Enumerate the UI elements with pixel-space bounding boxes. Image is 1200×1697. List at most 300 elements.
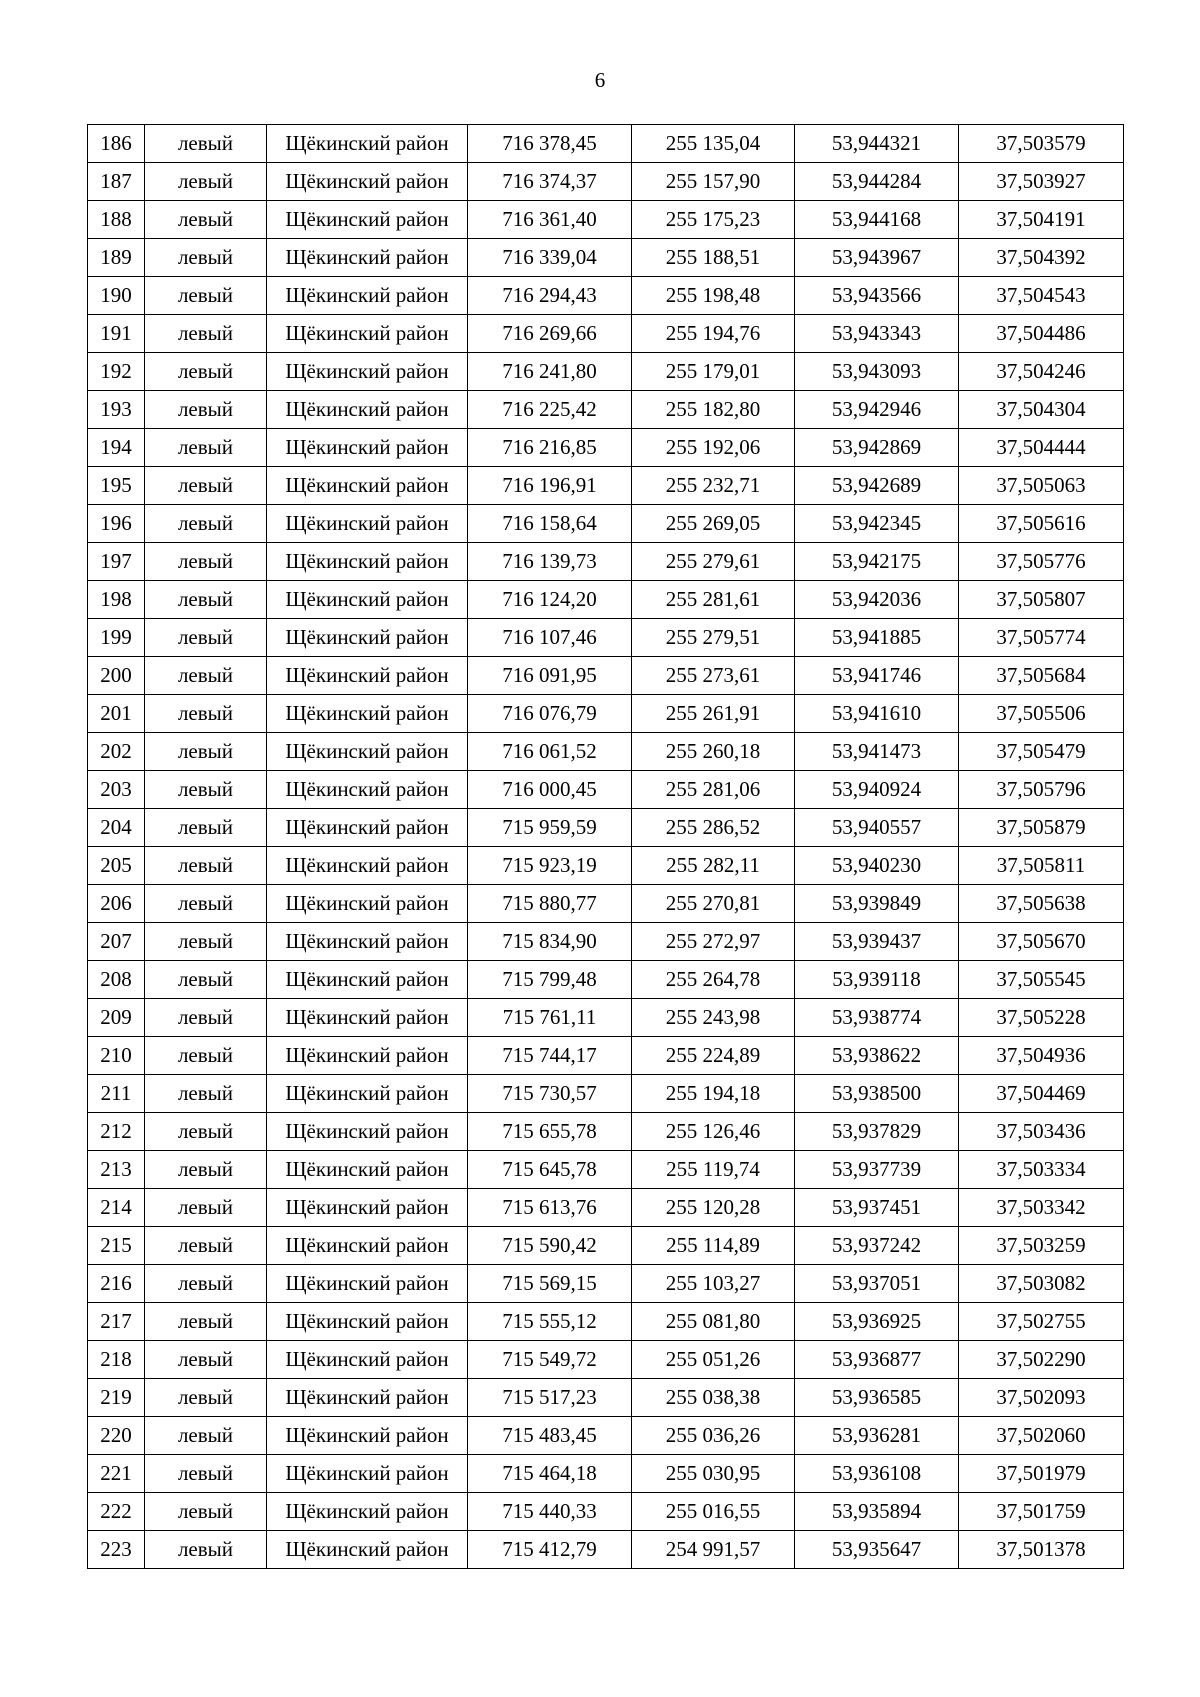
district-cell: Щёкинский район xyxy=(267,847,468,885)
latitude-cell: 53,942175 xyxy=(795,543,959,581)
latitude-cell: 53,940230 xyxy=(795,847,959,885)
longitude-cell: 37,504191 xyxy=(959,201,1124,239)
table-body xyxy=(88,125,1124,1569)
bank-side-cell: левый xyxy=(145,733,267,771)
longitude-cell: 37,505807 xyxy=(959,581,1124,619)
point-number-cell: 213 xyxy=(88,1151,145,1189)
table-row xyxy=(88,315,1124,353)
longitude-cell: 37,503342 xyxy=(959,1189,1124,1227)
longitude-cell: 37,503436 xyxy=(959,1113,1124,1151)
bank-side-cell: левый xyxy=(145,1455,267,1493)
longitude-cell: 37,501378 xyxy=(959,1531,1124,1569)
bank-side-cell: левый xyxy=(145,1265,267,1303)
district-cell: Щёкинский район xyxy=(267,657,468,695)
coord-x-cell: 716 339,04 xyxy=(468,239,632,277)
longitude-cell: 37,505879 xyxy=(959,809,1124,847)
coord-y-cell: 255 175,23 xyxy=(632,201,795,239)
latitude-cell: 53,939437 xyxy=(795,923,959,961)
district-cell: Щёкинский район xyxy=(267,1189,468,1227)
longitude-cell: 37,504486 xyxy=(959,315,1124,353)
coord-y-cell: 255 232,71 xyxy=(632,467,795,505)
coord-x-cell: 715 412,79 xyxy=(468,1531,632,1569)
point-number-cell: 221 xyxy=(88,1455,145,1493)
table-row xyxy=(88,1341,1124,1379)
longitude-cell: 37,502093 xyxy=(959,1379,1124,1417)
point-number-cell: 191 xyxy=(88,315,145,353)
bank-side-cell: левый xyxy=(145,961,267,999)
longitude-cell: 37,502755 xyxy=(959,1303,1124,1341)
coord-x-cell: 716 196,91 xyxy=(468,467,632,505)
table-row xyxy=(88,1037,1124,1075)
longitude-cell: 37,503334 xyxy=(959,1151,1124,1189)
coord-x-cell: 716 107,46 xyxy=(468,619,632,657)
table-row xyxy=(88,1227,1124,1265)
point-number-cell: 188 xyxy=(88,201,145,239)
coord-y-cell: 254 991,57 xyxy=(632,1531,795,1569)
point-number-cell: 205 xyxy=(88,847,145,885)
coord-x-cell: 715 440,33 xyxy=(468,1493,632,1531)
latitude-cell: 53,935894 xyxy=(795,1493,959,1531)
coord-x-cell: 716 091,95 xyxy=(468,657,632,695)
bank-side-cell: левый xyxy=(145,847,267,885)
table-row xyxy=(88,847,1124,885)
coord-x-cell: 715 645,78 xyxy=(468,1151,632,1189)
coord-y-cell: 255 194,76 xyxy=(632,315,795,353)
point-number-cell: 204 xyxy=(88,809,145,847)
table-row xyxy=(88,733,1124,771)
table-row xyxy=(88,771,1124,809)
coord-x-cell: 715 590,42 xyxy=(468,1227,632,1265)
latitude-cell: 53,937739 xyxy=(795,1151,959,1189)
table-row xyxy=(88,239,1124,277)
latitude-cell: 53,938774 xyxy=(795,999,959,1037)
coord-y-cell: 255 119,74 xyxy=(632,1151,795,1189)
bank-side-cell: левый xyxy=(145,125,267,163)
bank-side-cell: левый xyxy=(145,923,267,961)
coord-y-cell: 255 270,81 xyxy=(632,885,795,923)
table-row xyxy=(88,163,1124,201)
coord-x-cell: 715 923,19 xyxy=(468,847,632,885)
point-number-cell: 193 xyxy=(88,391,145,429)
longitude-cell: 37,503579 xyxy=(959,125,1124,163)
coord-y-cell: 255 286,52 xyxy=(632,809,795,847)
longitude-cell: 37,503082 xyxy=(959,1265,1124,1303)
district-cell: Щёкинский район xyxy=(267,961,468,999)
longitude-cell: 37,502290 xyxy=(959,1341,1124,1379)
latitude-cell: 53,941746 xyxy=(795,657,959,695)
coord-x-cell: 715 549,72 xyxy=(468,1341,632,1379)
coord-x-cell: 716 361,40 xyxy=(468,201,632,239)
district-cell: Щёкинский район xyxy=(267,1379,468,1417)
bank-side-cell: левый xyxy=(145,1037,267,1075)
bank-side-cell: левый xyxy=(145,657,267,695)
point-number-cell: 186 xyxy=(88,125,145,163)
coord-y-cell: 255 016,55 xyxy=(632,1493,795,1531)
point-number-cell: 208 xyxy=(88,961,145,999)
point-number-cell: 190 xyxy=(88,277,145,315)
coord-x-cell: 715 799,48 xyxy=(468,961,632,999)
bank-side-cell: левый xyxy=(145,1227,267,1265)
longitude-cell: 37,503927 xyxy=(959,163,1124,201)
district-cell: Щёкинский район xyxy=(267,1531,468,1569)
coord-x-cell: 715 744,17 xyxy=(468,1037,632,1075)
page-number: 6 xyxy=(594,68,606,92)
bank-side-cell: левый xyxy=(145,1075,267,1113)
district-cell: Щёкинский район xyxy=(267,771,468,809)
table-row xyxy=(88,1531,1124,1569)
table-row xyxy=(88,1075,1124,1113)
point-number-cell: 201 xyxy=(88,695,145,733)
latitude-cell: 53,943967 xyxy=(795,239,959,277)
latitude-cell: 53,938500 xyxy=(795,1075,959,1113)
latitude-cell: 53,936925 xyxy=(795,1303,959,1341)
point-number-cell: 209 xyxy=(88,999,145,1037)
district-cell: Щёкинский район xyxy=(267,429,468,467)
district-cell: Щёкинский район xyxy=(267,543,468,581)
table-row xyxy=(88,961,1124,999)
coord-y-cell: 255 279,51 xyxy=(632,619,795,657)
point-number-cell: 197 xyxy=(88,543,145,581)
bank-side-cell: левый xyxy=(145,429,267,467)
coord-y-cell: 255 126,46 xyxy=(632,1113,795,1151)
bank-side-cell: левый xyxy=(145,581,267,619)
district-cell: Щёкинский район xyxy=(267,1151,468,1189)
latitude-cell: 53,942345 xyxy=(795,505,959,543)
longitude-cell: 37,505684 xyxy=(959,657,1124,695)
coord-x-cell: 715 517,23 xyxy=(468,1379,632,1417)
coord-x-cell: 716 139,73 xyxy=(468,543,632,581)
table-row xyxy=(88,125,1124,163)
point-number-cell: 195 xyxy=(88,467,145,505)
coord-y-cell: 255 192,06 xyxy=(632,429,795,467)
coord-y-cell: 255 036,26 xyxy=(632,1417,795,1455)
bank-side-cell: левый xyxy=(145,505,267,543)
table-row xyxy=(88,1455,1124,1493)
district-cell: Щёкинский район xyxy=(267,1417,468,1455)
table-row xyxy=(88,695,1124,733)
coord-y-cell: 255 038,38 xyxy=(632,1379,795,1417)
point-number-cell: 207 xyxy=(88,923,145,961)
bank-side-cell: левый xyxy=(145,999,267,1037)
coord-y-cell: 255 243,98 xyxy=(632,999,795,1037)
coord-y-cell: 255 198,48 xyxy=(632,277,795,315)
table-row xyxy=(88,1151,1124,1189)
coord-y-cell: 255 264,78 xyxy=(632,961,795,999)
table-row xyxy=(88,467,1124,505)
coord-y-cell: 255 281,61 xyxy=(632,581,795,619)
coord-x-cell: 716 378,45 xyxy=(468,125,632,163)
latitude-cell: 53,940924 xyxy=(795,771,959,809)
latitude-cell: 53,939849 xyxy=(795,885,959,923)
coord-y-cell: 255 281,06 xyxy=(632,771,795,809)
coord-y-cell: 255 194,18 xyxy=(632,1075,795,1113)
district-cell: Щёкинский район xyxy=(267,125,468,163)
bank-side-cell: левый xyxy=(145,809,267,847)
point-number-cell: 215 xyxy=(88,1227,145,1265)
latitude-cell: 53,939118 xyxy=(795,961,959,999)
district-cell: Щёкинский район xyxy=(267,467,468,505)
table-row xyxy=(88,923,1124,961)
district-cell: Щёкинский район xyxy=(267,1303,468,1341)
point-number-cell: 217 xyxy=(88,1303,145,1341)
longitude-cell: 37,504246 xyxy=(959,353,1124,391)
table-row xyxy=(88,505,1124,543)
latitude-cell: 53,942689 xyxy=(795,467,959,505)
coord-x-cell: 716 061,52 xyxy=(468,733,632,771)
coord-x-cell: 715 834,90 xyxy=(468,923,632,961)
table-row xyxy=(88,1493,1124,1531)
coord-y-cell: 255 114,89 xyxy=(632,1227,795,1265)
latitude-cell: 53,944168 xyxy=(795,201,959,239)
coord-x-cell: 715 880,77 xyxy=(468,885,632,923)
point-number-cell: 196 xyxy=(88,505,145,543)
latitude-cell: 53,942869 xyxy=(795,429,959,467)
district-cell: Щёкинский район xyxy=(267,1265,468,1303)
coord-y-cell: 255 260,18 xyxy=(632,733,795,771)
district-cell: Щёкинский район xyxy=(267,619,468,657)
longitude-cell: 37,505796 xyxy=(959,771,1124,809)
latitude-cell: 53,937051 xyxy=(795,1265,959,1303)
longitude-cell: 37,501759 xyxy=(959,1493,1124,1531)
latitude-cell: 53,936585 xyxy=(795,1379,959,1417)
bank-side-cell: левый xyxy=(145,1341,267,1379)
point-number-cell: 199 xyxy=(88,619,145,657)
longitude-cell: 37,504392 xyxy=(959,239,1124,277)
coord-x-cell: 716 374,37 xyxy=(468,163,632,201)
district-cell: Щёкинский район xyxy=(267,999,468,1037)
latitude-cell: 53,937242 xyxy=(795,1227,959,1265)
point-number-cell: 206 xyxy=(88,885,145,923)
latitude-cell: 53,943343 xyxy=(795,315,959,353)
latitude-cell: 53,936877 xyxy=(795,1341,959,1379)
district-cell: Щёкинский район xyxy=(267,505,468,543)
latitude-cell: 53,941610 xyxy=(795,695,959,733)
longitude-cell: 37,502060 xyxy=(959,1417,1124,1455)
table-row xyxy=(88,391,1124,429)
longitude-cell: 37,505479 xyxy=(959,733,1124,771)
coord-x-cell: 716 076,79 xyxy=(468,695,632,733)
bank-side-cell: левый xyxy=(145,771,267,809)
district-cell: Щёкинский район xyxy=(267,885,468,923)
district-cell: Щёкинский район xyxy=(267,1113,468,1151)
district-cell: Щёкинский район xyxy=(267,809,468,847)
table-row xyxy=(88,543,1124,581)
district-cell: Щёкинский район xyxy=(267,1227,468,1265)
latitude-cell: 53,943566 xyxy=(795,277,959,315)
bank-side-cell: левый xyxy=(145,1189,267,1227)
coord-x-cell: 715 569,15 xyxy=(468,1265,632,1303)
coord-y-cell: 255 224,89 xyxy=(632,1037,795,1075)
coord-x-cell: 716 269,66 xyxy=(468,315,632,353)
longitude-cell: 37,505228 xyxy=(959,999,1124,1037)
district-cell: Щёкинский район xyxy=(267,1075,468,1113)
table-row xyxy=(88,619,1124,657)
coord-x-cell: 716 225,42 xyxy=(468,391,632,429)
point-number-cell: 220 xyxy=(88,1417,145,1455)
latitude-cell: 53,940557 xyxy=(795,809,959,847)
coord-y-cell: 255 030,95 xyxy=(632,1455,795,1493)
coord-x-cell: 715 730,57 xyxy=(468,1075,632,1113)
point-number-cell: 219 xyxy=(88,1379,145,1417)
district-cell: Щёкинский район xyxy=(267,695,468,733)
district-cell: Щёкинский район xyxy=(267,1037,468,1075)
latitude-cell: 53,936108 xyxy=(795,1455,959,1493)
district-cell: Щёкинский район xyxy=(267,239,468,277)
latitude-cell: 53,941885 xyxy=(795,619,959,657)
coord-x-cell: 716 124,20 xyxy=(468,581,632,619)
bank-side-cell: левый xyxy=(145,1493,267,1531)
latitude-cell: 53,938622 xyxy=(795,1037,959,1075)
coord-x-cell: 716 294,43 xyxy=(468,277,632,315)
coord-x-cell: 716 216,85 xyxy=(468,429,632,467)
longitude-cell: 37,504543 xyxy=(959,277,1124,315)
coord-y-cell: 255 261,91 xyxy=(632,695,795,733)
latitude-cell: 53,942946 xyxy=(795,391,959,429)
coord-x-cell: 716 000,45 xyxy=(468,771,632,809)
table-row xyxy=(88,1265,1124,1303)
district-cell: Щёкинский район xyxy=(267,733,468,771)
bank-side-cell: левый xyxy=(145,1379,267,1417)
coord-y-cell: 255 269,05 xyxy=(632,505,795,543)
point-number-cell: 187 xyxy=(88,163,145,201)
point-number-cell: 202 xyxy=(88,733,145,771)
coord-x-cell: 716 158,64 xyxy=(468,505,632,543)
bank-side-cell: левый xyxy=(145,467,267,505)
point-number-cell: 210 xyxy=(88,1037,145,1075)
bank-side-cell: левый xyxy=(145,277,267,315)
district-cell: Щёкинский район xyxy=(267,391,468,429)
table-row xyxy=(88,353,1124,391)
coord-y-cell: 255 272,97 xyxy=(632,923,795,961)
coord-x-cell: 715 655,78 xyxy=(468,1113,632,1151)
longitude-cell: 37,505811 xyxy=(959,847,1124,885)
district-cell: Щёкинский район xyxy=(267,1341,468,1379)
table-row xyxy=(88,1417,1124,1455)
table-row xyxy=(88,1113,1124,1151)
table-row xyxy=(88,581,1124,619)
longitude-cell: 37,505670 xyxy=(959,923,1124,961)
longitude-cell: 37,504469 xyxy=(959,1075,1124,1113)
coord-y-cell: 255 273,61 xyxy=(632,657,795,695)
bank-side-cell: левый xyxy=(145,1113,267,1151)
point-number-cell: 189 xyxy=(88,239,145,277)
longitude-cell: 37,505774 xyxy=(959,619,1124,657)
point-number-cell: 192 xyxy=(88,353,145,391)
latitude-cell: 53,935647 xyxy=(795,1531,959,1569)
table-row xyxy=(88,657,1124,695)
district-cell: Щёкинский район xyxy=(267,163,468,201)
point-number-cell: 198 xyxy=(88,581,145,619)
table-row xyxy=(88,1379,1124,1417)
latitude-cell: 53,936281 xyxy=(795,1417,959,1455)
bank-side-cell: левый xyxy=(145,619,267,657)
coord-y-cell: 255 081,80 xyxy=(632,1303,795,1341)
coord-y-cell: 255 188,51 xyxy=(632,239,795,277)
district-cell: Щёкинский район xyxy=(267,923,468,961)
coord-y-cell: 255 051,26 xyxy=(632,1341,795,1379)
coord-y-cell: 255 279,61 xyxy=(632,543,795,581)
coord-y-cell: 255 103,27 xyxy=(632,1265,795,1303)
longitude-cell: 37,505063 xyxy=(959,467,1124,505)
coord-y-cell: 255 157,90 xyxy=(632,163,795,201)
district-cell: Щёкинский район xyxy=(267,353,468,391)
coord-x-cell: 715 761,11 xyxy=(468,999,632,1037)
coord-x-cell: 715 483,45 xyxy=(468,1417,632,1455)
table-row xyxy=(88,201,1124,239)
point-number-cell: 222 xyxy=(88,1493,145,1531)
longitude-cell: 37,504444 xyxy=(959,429,1124,467)
coord-y-cell: 255 179,01 xyxy=(632,353,795,391)
coord-x-cell: 715 555,12 xyxy=(468,1303,632,1341)
point-number-cell: 216 xyxy=(88,1265,145,1303)
point-number-cell: 200 xyxy=(88,657,145,695)
bank-side-cell: левый xyxy=(145,1417,267,1455)
district-cell: Щёкинский район xyxy=(267,201,468,239)
bank-side-cell: левый xyxy=(145,543,267,581)
district-cell: Щёкинский район xyxy=(267,277,468,315)
coord-y-cell: 255 282,11 xyxy=(632,847,795,885)
district-cell: Щёкинский район xyxy=(267,581,468,619)
latitude-cell: 53,941473 xyxy=(795,733,959,771)
longitude-cell: 37,505545 xyxy=(959,961,1124,999)
longitude-cell: 37,503259 xyxy=(959,1227,1124,1265)
coord-x-cell: 716 241,80 xyxy=(468,353,632,391)
longitude-cell: 37,504936 xyxy=(959,1037,1124,1075)
table-row xyxy=(88,999,1124,1037)
coord-x-cell: 715 464,18 xyxy=(468,1455,632,1493)
point-number-cell: 203 xyxy=(88,771,145,809)
bank-side-cell: левый xyxy=(145,391,267,429)
latitude-cell: 53,937829 xyxy=(795,1113,959,1151)
bank-side-cell: левый xyxy=(145,315,267,353)
latitude-cell: 53,943093 xyxy=(795,353,959,391)
latitude-cell: 53,937451 xyxy=(795,1189,959,1227)
coord-x-cell: 715 959,59 xyxy=(468,809,632,847)
coord-x-cell: 715 613,76 xyxy=(468,1189,632,1227)
point-number-cell: 211 xyxy=(88,1075,145,1113)
coordinates-table xyxy=(87,124,1124,1569)
bank-side-cell: левый xyxy=(145,201,267,239)
table-row xyxy=(88,277,1124,315)
coord-y-cell: 255 135,04 xyxy=(632,125,795,163)
table-row xyxy=(88,1189,1124,1227)
latitude-cell: 53,944321 xyxy=(795,125,959,163)
table-row xyxy=(88,1303,1124,1341)
longitude-cell: 37,505776 xyxy=(959,543,1124,581)
bank-side-cell: левый xyxy=(145,1151,267,1189)
longitude-cell: 37,505638 xyxy=(959,885,1124,923)
point-number-cell: 218 xyxy=(88,1341,145,1379)
bank-side-cell: левый xyxy=(145,1531,267,1569)
bank-side-cell: левый xyxy=(145,163,267,201)
bank-side-cell: левый xyxy=(145,885,267,923)
point-number-cell: 223 xyxy=(88,1531,145,1569)
bank-side-cell: левый xyxy=(145,353,267,391)
point-number-cell: 194 xyxy=(88,429,145,467)
longitude-cell: 37,505506 xyxy=(959,695,1124,733)
table-row xyxy=(88,429,1124,467)
point-number-cell: 214 xyxy=(88,1189,145,1227)
latitude-cell: 53,944284 xyxy=(795,163,959,201)
district-cell: Щёкинский район xyxy=(267,1493,468,1531)
table-row xyxy=(88,885,1124,923)
point-number-cell: 212 xyxy=(88,1113,145,1151)
coord-y-cell: 255 182,80 xyxy=(632,391,795,429)
bank-side-cell: левый xyxy=(145,1303,267,1341)
table-row xyxy=(88,809,1124,847)
bank-side-cell: левый xyxy=(145,239,267,277)
longitude-cell: 37,504304 xyxy=(959,391,1124,429)
